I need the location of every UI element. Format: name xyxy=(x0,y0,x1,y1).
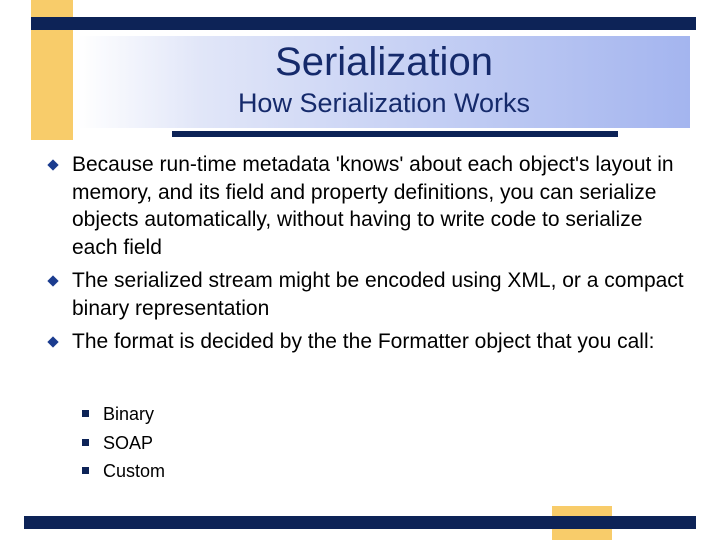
navy-rule-top xyxy=(31,17,696,30)
title-underline xyxy=(172,131,618,137)
diamond-bullet-icon xyxy=(47,275,58,286)
sub-bullet-item xyxy=(82,400,165,429)
sub-bullet-text: Custom xyxy=(103,461,166,481)
square-bullet-icon xyxy=(82,467,89,474)
sub-bullet-item xyxy=(82,429,165,458)
bullet-text: The serialized stream might be encoded using XML, or a compact binary representation xyxy=(72,269,684,320)
bullet-text: The format is decided by the the Formatter object that you call: xyxy=(72,330,655,353)
navy-rule-bottom xyxy=(24,516,696,529)
bullet-item xyxy=(48,267,688,322)
bullet-item xyxy=(48,328,688,356)
sub-bullet-item xyxy=(82,457,165,486)
square-bullet-icon xyxy=(82,410,89,417)
bullet-text: Because run-time metadata 'knows' about each object's layout in memory, and its field and property definitions, you can serialize objects automatically, without having to write code to serialize each field xyxy=(72,153,674,259)
slide-title: Serialization xyxy=(275,40,493,84)
slide-subtitle: How Serialization Works xyxy=(237,88,531,118)
square-bullet-icon xyxy=(82,439,89,446)
diamond-bullet-icon xyxy=(47,159,58,170)
sub-bullet-list xyxy=(82,400,165,486)
bullet-item xyxy=(48,151,688,261)
bullet-list xyxy=(48,151,688,362)
diamond-bullet-icon xyxy=(47,336,58,347)
sub-bullet-text: Binary xyxy=(103,404,155,424)
sub-bullet-text: SOAP xyxy=(103,432,154,453)
